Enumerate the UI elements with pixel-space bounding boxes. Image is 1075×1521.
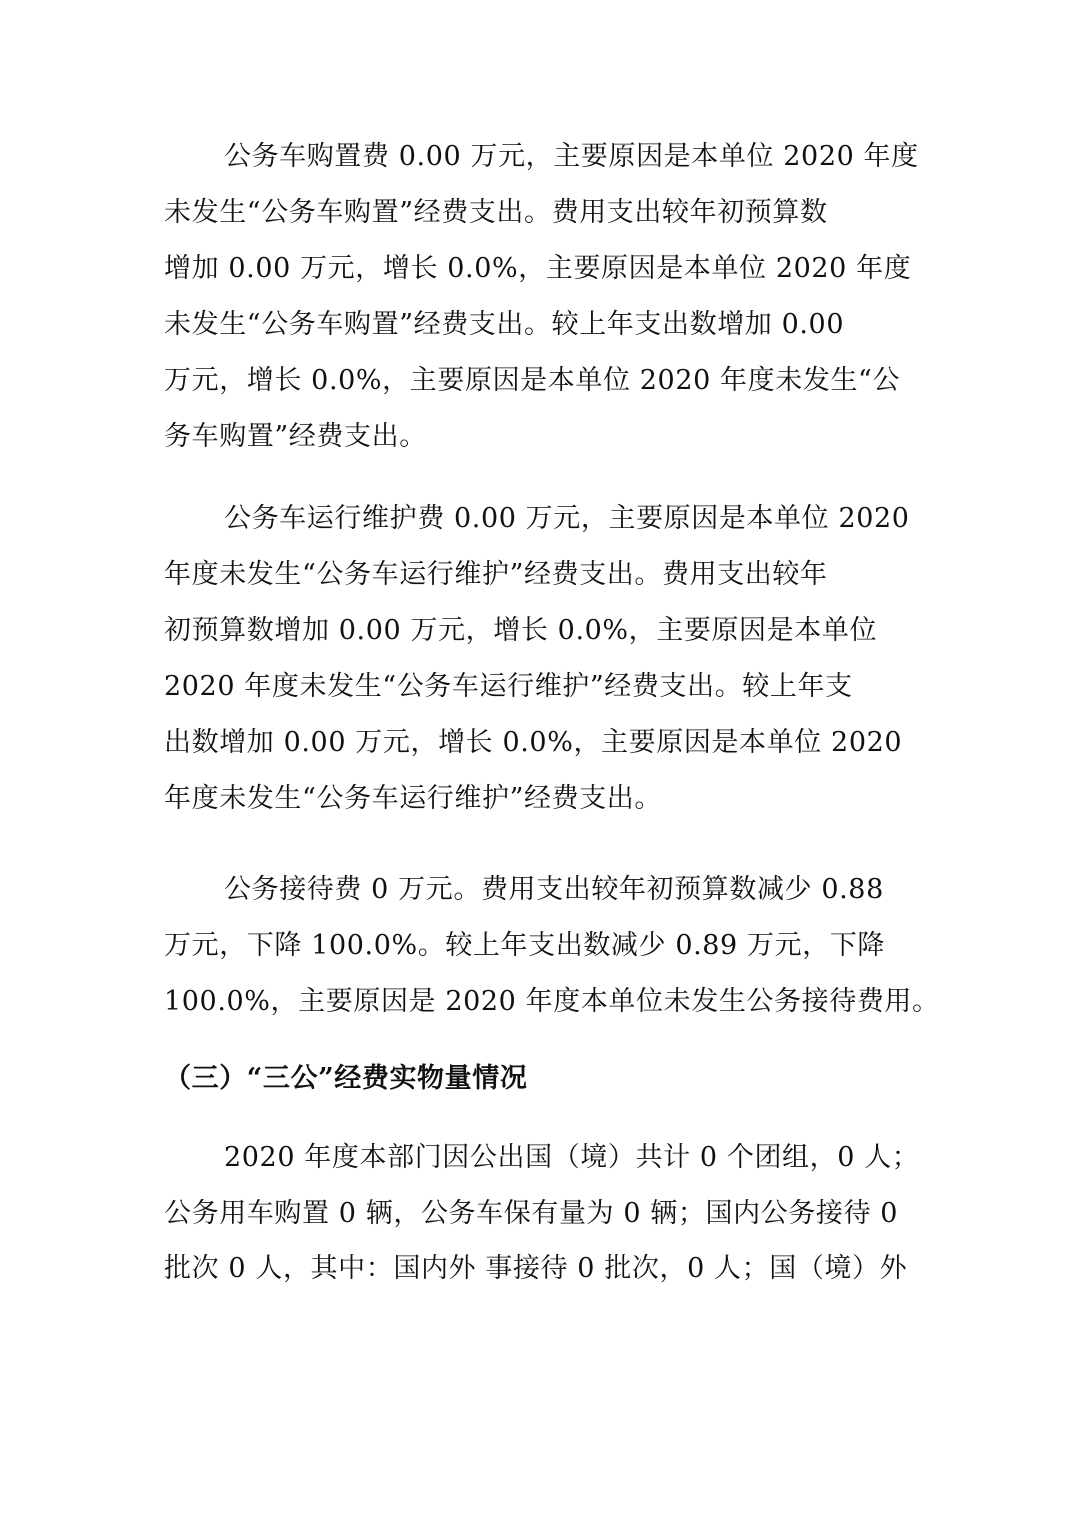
paragraph-line: 年度未发生“公务车运行维护”经费支出。 [164,783,663,814]
paragraph-line: 务车购置”经费支出。 [164,421,427,452]
paragraph-line: 公务车运行维护费 0.00 万元，主要原因是本单位 2020 [224,503,910,534]
paragraph-line: 100.0%，主要原因是 2020 年度本单位未发生公务接待费用。 [164,986,940,1017]
paragraph-line: 万元，增长 0.0%，主要原因是本单位 2020 年度未发生“公 [164,365,901,396]
paragraph-line: 公务车购置费 0.00 万元，主要原因是本单位 2020 年度 [224,141,919,172]
paragraph-line: 公务用车购置 0 辆，公务车保有量为 0 辆；国内公务接待 0 [164,1198,899,1229]
paragraph-line: 出数增加 0.00 万元，增长 0.0%，主要原因是本单位 2020 [164,727,903,758]
paragraph-line: 初预算数增加 0.00 万元，增长 0.0%，主要原因是本单位 [164,615,878,646]
paragraph-line: 2020 年度本部门因公出国（境）共计 0 个团组，0 人； [224,1142,920,1173]
paragraph-line: 2020 年度未发生“公务车运行维护”经费支出。较上年支 [164,671,853,702]
section-heading: （三）“三公”经费实物量情况 [164,1063,528,1094]
paragraph-line: 公务接待费 0 万元。费用支出较年初预算数减少 0.88 [224,874,884,905]
paragraph-line: 批次 0 人，其中：国内外 事接待 0 批次，0 人；国（境）外 [164,1253,908,1284]
paragraph-line: 万元，下降 100.0%。较上年支出数减少 0.89 万元，下降 [164,930,886,961]
paragraph-line: 增加 0.00 万元，增长 0.0%，主要原因是本单位 2020 年度 [164,253,912,284]
paragraph-line: 年度未发生“公务车运行维护”经费支出。费用支出较年 [164,559,828,590]
paragraph-line: 未发生“公务车购置”经费支出。费用支出较年初预算数 [164,197,828,228]
paragraph-line: 未发生“公务车购置”经费支出。较上年支出数增加 0.00 [164,309,845,340]
